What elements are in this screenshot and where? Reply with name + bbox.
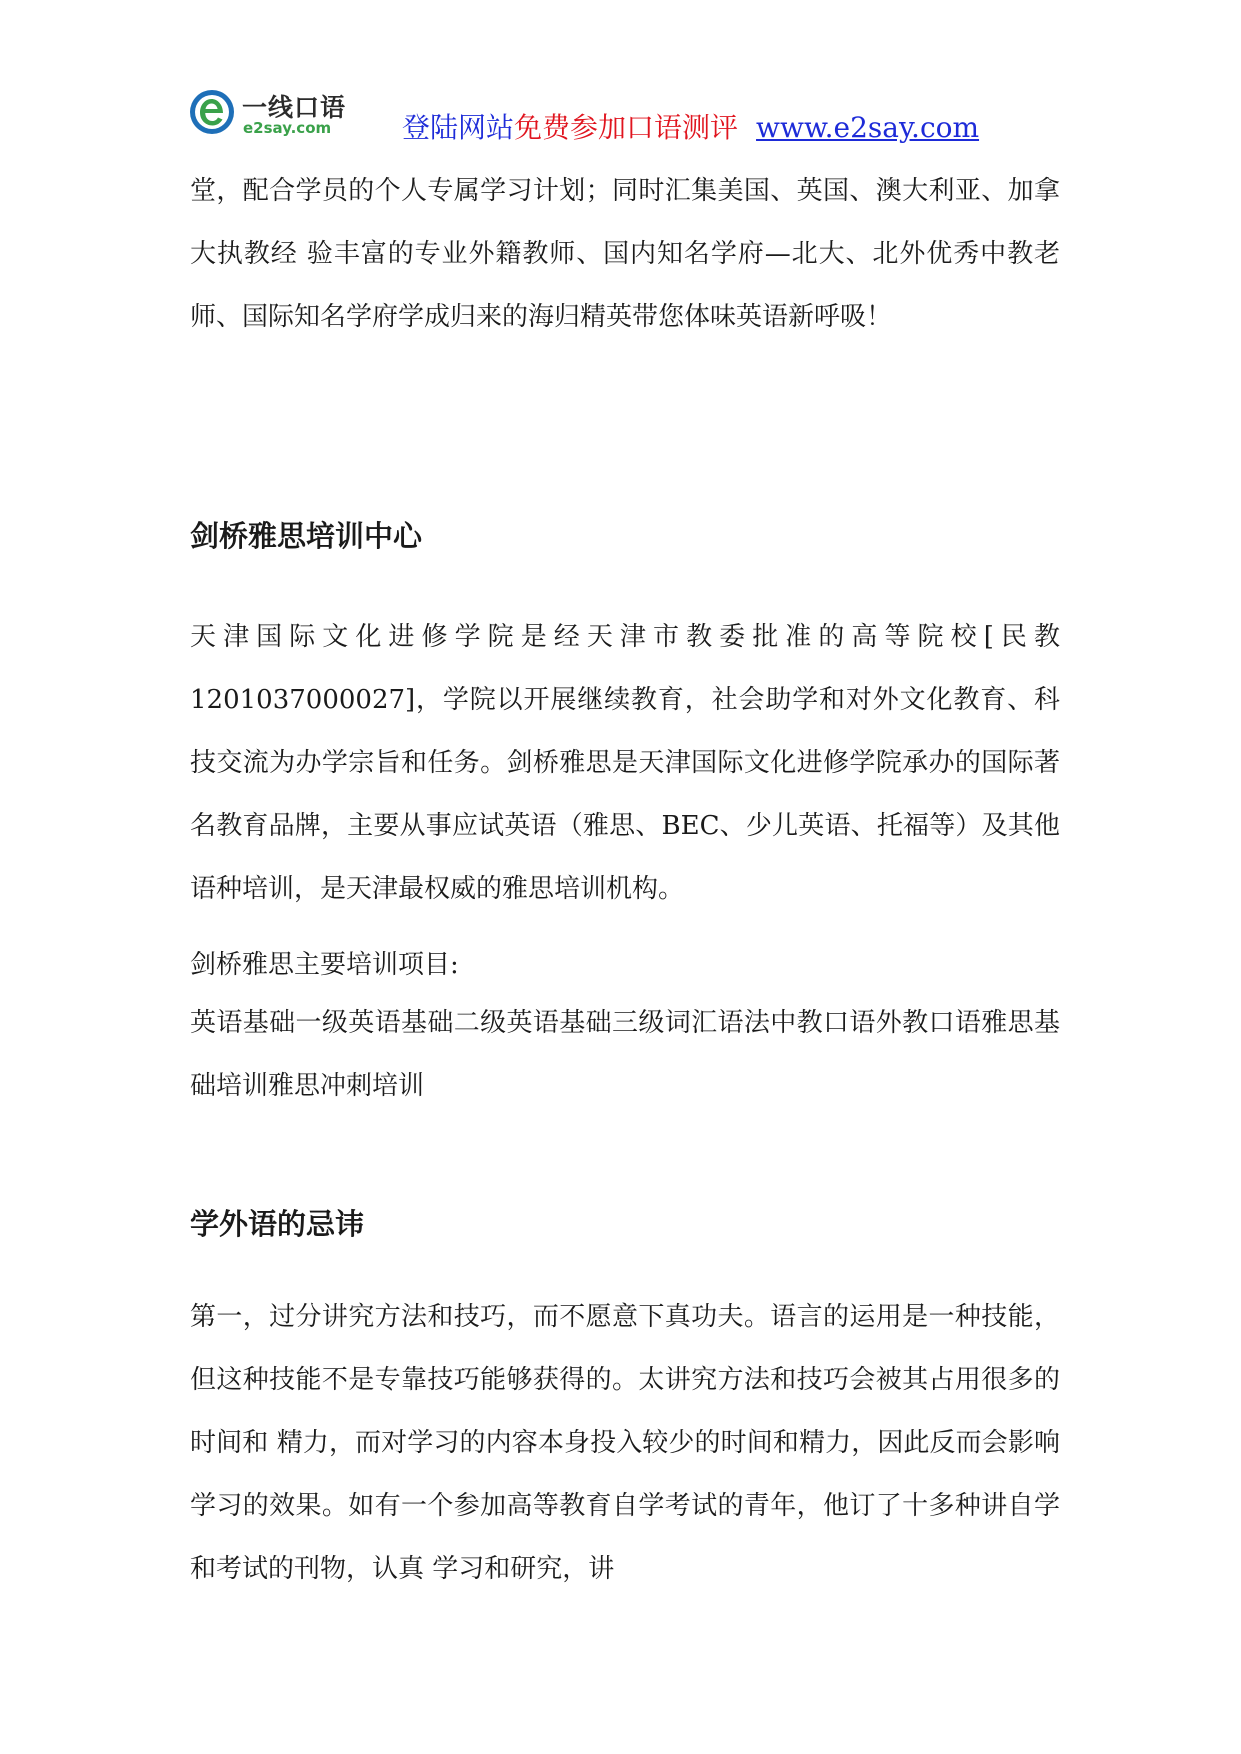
promo-text-login: 登陆网站 bbox=[402, 111, 515, 144]
brand-logo[interactable] bbox=[188, 86, 358, 142]
page-header bbox=[188, 86, 1068, 146]
section-heading-language-taboos: 学外语的忌讳 bbox=[190, 1207, 365, 1241]
logo-brand-name: 一线口语 bbox=[242, 93, 347, 122]
promo-banner bbox=[402, 106, 979, 146]
e2say-logo-icon bbox=[188, 88, 236, 136]
logo-domain: e2say.com bbox=[243, 119, 332, 137]
ielts-center-paragraph: 天津国际文化进修学院是经天津市教委批准的高等院校[民教1201037000027]，学院以开展继续教育，社会助学和对外文化教育、科技交流为办学宗旨和任务。剑桥雅思是天津国际文化进修学院承办的国际著名教育品牌，主要从事应试英语（雅思、BEC、少儿英语、托福等）及其他语种培训，是天津最权威的雅思培训机构。 bbox=[190, 622, 1060, 904]
intro-paragraph: 堂，配合学员的个人专属学习计划；同时汇集美国、英国、澳大利亚、加拿大执教经 验丰富的专业外籍教师、国内知名学府—北大、北外优秀中教老师、国际知名学府学成归来的海归精英带您体味英语新呼吸！ bbox=[190, 176, 1060, 332]
promo-website-link[interactable]: www.e2say.com bbox=[756, 111, 980, 144]
training-projects-list: 英语基础一级英语基础二级英语基础三级词汇语法中教口语外教口语雅思基础培训雅思冲刺培训 bbox=[190, 1008, 1060, 1101]
training-projects-label: 剑桥雅思主要培训项目: bbox=[190, 950, 459, 980]
language-taboos-paragraph: 第一，过分讲究方法和技巧，而不愿意下真功夫。语言的运用是一种技能，但这种技能不是专靠技巧能够获得的。太讲究方法和技巧会被其占用很多的时间和 精力，而对学习的内容本身投入较少的时间和精力，因此反而会影响学习的效果。如有一个参加高等教育自学考试的青年，他订了十多种讲自学和考试的刊物，认真 学习和研究，讲 bbox=[190, 1302, 1060, 1584]
promo-text-free-test: 免费参加口语测评 bbox=[514, 111, 739, 144]
section-heading-ielts-center: 剑桥雅思培训中心 bbox=[190, 519, 423, 553]
